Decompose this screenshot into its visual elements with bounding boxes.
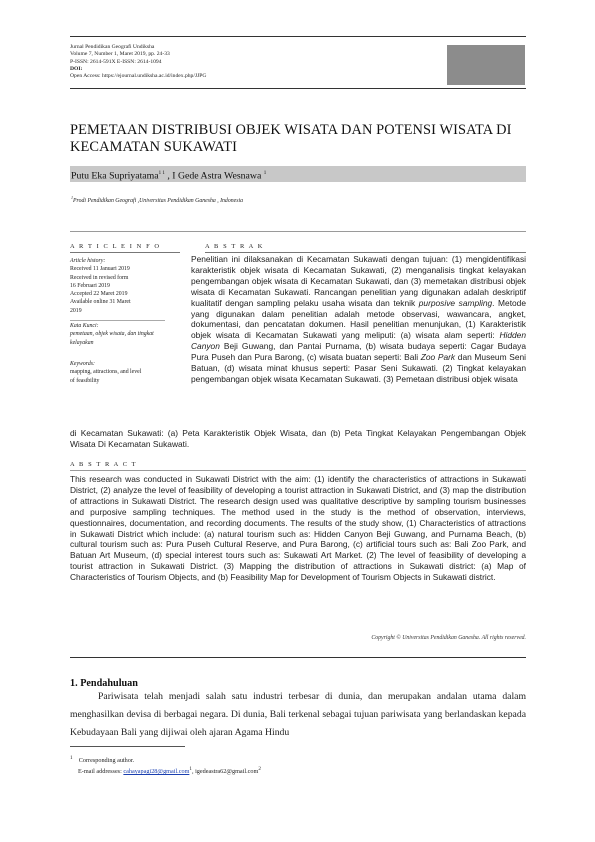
email-link[interactable]: cahayapagi28@gmail.com — [123, 768, 190, 776]
abstrak-heading: A B S T R A K — [205, 243, 264, 250]
author-name: Putu Eka Supriyatama — [71, 170, 159, 182]
email-marker: 2 — [258, 766, 261, 773]
article-info — [70, 257, 180, 385]
copyright-rule — [70, 657, 526, 658]
email-separator: , — [191, 768, 196, 776]
affiliation-marker: 1 — [71, 195, 73, 200]
top-rule — [70, 36, 526, 37]
history-line: Received 11 Januari 2019 — [70, 266, 130, 273]
footnotes — [70, 754, 526, 776]
journal-name: Jurnal Pendidikan Geografi Undiksha — [70, 44, 155, 50]
journal-volume: Volume 7, Number 1, Maret 2019, pp. 24-33 — [70, 51, 170, 58]
abstrak-rule — [205, 252, 526, 253]
info-divider — [70, 320, 165, 321]
abstrak-italic: Hidden Canyon — [191, 330, 526, 352]
kata-kunci: pemetaan, objek wisata, dan tingkat kelayakan — [70, 331, 154, 346]
abstrak-tail: di Kecamatan Sukawati: (a) Peta Karakteristik Objek Wisata, dan (b) Peta Tingkat Kelayakan Pengembangan Objek Wisata Di Kecamatan Sukawati. — [70, 428, 526, 449]
intro-paragraph: Pariwisata telah menjadi salah satu industri terbesar di dunia, dan merupakan andalan utama dalam menghasilkan devisa di berbagai negara. Di dunia, Bali terkenal sebagai tujuan pariwisata yang berlandaskan kepada Kebudayaan Bali yang dijiwai oleh ajaran Agama Hindu — [70, 691, 526, 738]
article-info-heading: A R T I C L E I N F O — [70, 243, 161, 250]
author-affil-marker: 1 1 — [158, 171, 165, 176]
history-line: 16 Februari 2019 — [70, 282, 110, 289]
email-text: igedeastra62@gmail.com — [195, 768, 259, 776]
abstrak-text: Beji Guwang, dan Pantai Purnama, (b) wisata budaya seperti: Cagar Budaya Pura Puseh dan Pura Barong, (c) wisata buatan seperti: Bali — [191, 341, 526, 363]
abstrak-body — [191, 254, 526, 385]
abstrak-text: dan Museum Seni Batuan, (d) wisata minat khusus seperti: Pasar Seni Sukawati. (2) Tingkat kelayakan pengembangan objek wisata Kecamatan Sukawati. (3) Pemetaan distribusi objek wisata — [191, 352, 526, 384]
email-label: E-mail addresses: — [78, 768, 124, 776]
abstrak-italic: Zoo Park — [420, 352, 456, 363]
author-separator: , — [164, 170, 173, 182]
abstract-heading: A B S T R A C T — [70, 461, 138, 468]
copyright-notice: Copyright © Universitas Pendidikan Ganesha. All rights reserved. — [371, 635, 526, 641]
abstrak-text: . Metode yang digunakan dalam penelitian adalah metode observasi, wawancara, angket, dokumentasi, dan pencatatan dokumen. Hasil penelitian menunjukan, (1) Karakteristik objek wisata di Kecamatan Sukawati yang meliputi: (a) wisata alam seperti: — [191, 297, 526, 341]
footnote-rule — [70, 746, 185, 747]
header-rule — [70, 88, 526, 89]
journal-doi: DOI: — [70, 65, 83, 72]
journal-open-access: Open Access: https://ejournal.undiksha.ac.id/index.php/JJPG — [70, 73, 207, 80]
author-line — [71, 167, 266, 183]
history-line: Accepted 22 Maret 2019 — [70, 291, 128, 298]
history-line: 2019 — [70, 307, 82, 314]
keywords: mapping, attractions, and level of feasibility — [70, 369, 142, 384]
affiliation — [71, 195, 243, 204]
keywords-label: Keywords: — [70, 360, 95, 367]
abstrak-text: Penelitian ini dilaksanakan di Kecamatan Sukawati dengan tujuan: (1) mengidentifikasi karakteristik objek wisata di Kecamatan Sukawati, (2) menganalisis tingkat kelayakan pengembangan objek wisata di Kecamatan Sukawati, dan (3) memetakan distribusi objek wisata di Kecamatan Sukawati. Rancangan penelitian yang digunakan adalah deskriptif kualitatif dengan sampling pelaku usaha wisata dan teknik — [191, 254, 526, 308]
affiliation-rule — [70, 231, 526, 232]
article-info-rule — [70, 252, 180, 253]
affiliation-text: Prodi Pendidikan Geografi ,Universitas Pendidikan Ganesha , Indonesia — [73, 197, 243, 204]
journal-header — [70, 44, 430, 80]
corresponding-text: Corresponding author. — [78, 757, 135, 765]
footnote-corresponding — [70, 754, 526, 765]
abstrak-italic: purposive sampling — [418, 297, 493, 308]
abstract-body: This research was conducted in Sukawati District with the aim: (1) identify the characteristics of attractions in Sukawati District, (2) analyze the level of feasibility of developing a tourist attraction in Sukawati District, and (3) map the distribution of attractions in Sukawati District. The research design used was qualitative descriptive by sampling tourism businesses and purposive sampling techniques. The method used in the study is the method of observation, interviews, questionnaires, documentation, and recording documents. The results of the study show, (1) Characteristics of attractions in Sukawati District which include: (a) natural tourism such as: Hidden Canyon Beji Guwang, and Purnama Beach, (b) cultural tourism such as: Pura Puseh Cultural Reserve, and Pura Barong, (c) artificial tours such as: Bali Zoo Park, and Batuan Art Museum, (d) special interest tours such as: Sukawati Art Market. (2) The level of feasibility of developing a tourist attraction in Sukawati District. (3) Mapping the distribution of attractions in Sukawati district: (a) Map of Characteristics of Tourism Objects, and (b) Feasibility Map for Development of Tourism Objects in Sukawati district. — [70, 474, 526, 583]
footnote-marker: 1 — [70, 755, 73, 761]
abstract-rule — [70, 470, 526, 471]
history-label: Article history: — [70, 258, 106, 264]
email-marker: 1 — [189, 766, 192, 773]
history-line: Available online 31 Maret — [70, 299, 131, 306]
paper-title: PEMETAAN DISTRIBUSI OBJEK WISATA DAN POTENSI WISATA DI KECAMATAN SUKAWATI — [70, 122, 512, 155]
author-affil-marker: 1 — [263, 171, 267, 176]
footnote-emails — [70, 765, 526, 776]
kata-kunci-label: Kata Kunci: — [70, 323, 99, 330]
journal-cover-image — [447, 45, 525, 85]
journal-issn: P-ISSN: 2614-591X E-ISSN: 2614-1094 — [70, 58, 162, 65]
history-line: Received in revised form — [70, 274, 129, 281]
author-name: I Gede Astra Wesnawa — [172, 170, 262, 182]
section-heading: 1. Pendahuluan — [70, 678, 138, 689]
